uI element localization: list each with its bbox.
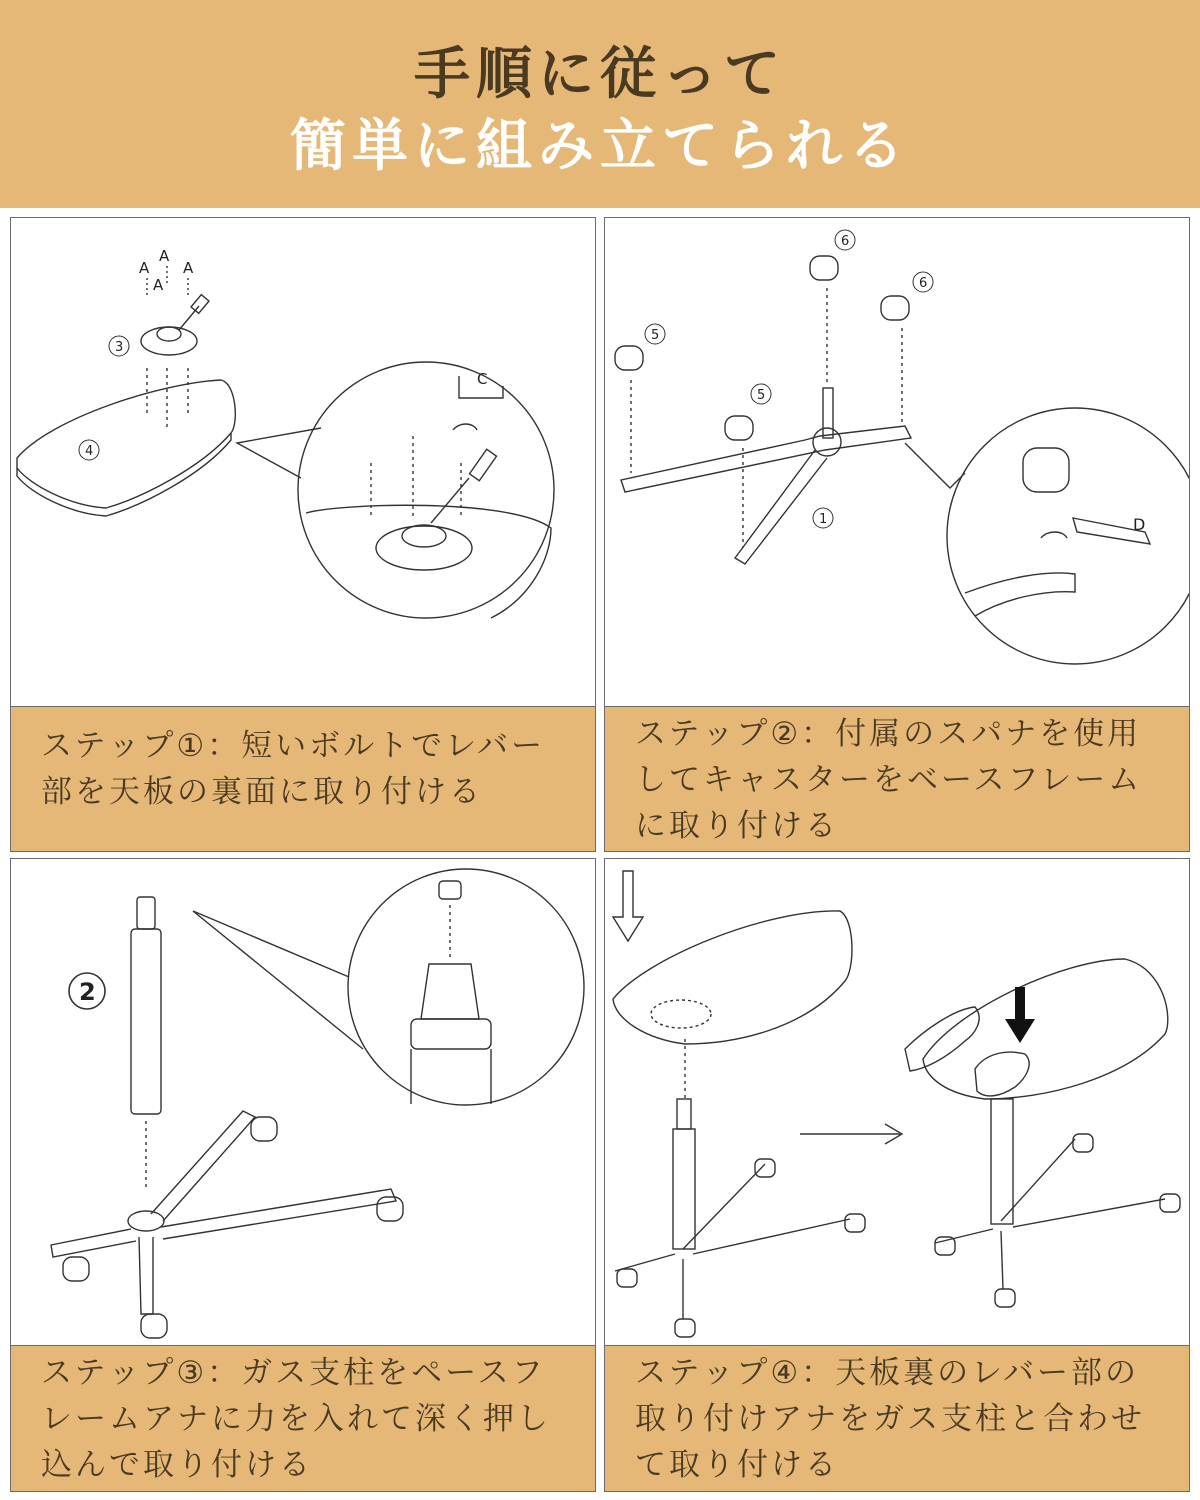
part-3-label: 3 (115, 340, 124, 355)
step-4-caption: ステップ④：天板裏のレバー部の取り付けアナをガス支柱と合わせて取り付ける (605, 1345, 1189, 1491)
part-4-label: 4 (85, 444, 94, 459)
step-4-illustration (605, 859, 1189, 1347)
part-1-label: 1 (819, 512, 828, 527)
step-3-illustration (11, 859, 595, 1347)
part-5-label-a: 5 (651, 328, 660, 343)
label-d: D (1133, 515, 1146, 534)
label-c: C (477, 370, 488, 388)
label-a-2: A (159, 247, 170, 265)
label-a-1: A (139, 259, 150, 277)
step-2-panel (604, 217, 1190, 852)
step-3-caption: ステップ③：ガス支柱をペースフレームアナに力を入れて深く押し込んで取り付ける (11, 1345, 595, 1491)
label-a-4: A (183, 259, 194, 277)
title-banner (0, 0, 1200, 208)
step-2-illustration (605, 218, 1189, 708)
step-2-caption: ステップ②：付属のスパナを使用してキャスターをベースフレームに取り付ける (605, 706, 1189, 851)
part-2-label: 2 (79, 978, 96, 1006)
part-5-label-b: 5 (757, 388, 766, 403)
step-1-caption: ステップ①：短いボルトでレバー部を天板の裏面に取り付ける (11, 706, 595, 851)
part-6-label-a: 6 (841, 234, 850, 249)
part-6-label-b: 6 (919, 276, 928, 291)
title-line-1: 手順に従って (414, 42, 786, 107)
title-line-2: 簡単に組み立てられる (290, 114, 910, 179)
label-a-3: A (153, 276, 164, 294)
step-4-panel (604, 858, 1190, 1492)
step-1-panel (10, 217, 596, 852)
step-3-panel (10, 858, 596, 1492)
step-1-illustration (11, 218, 595, 708)
